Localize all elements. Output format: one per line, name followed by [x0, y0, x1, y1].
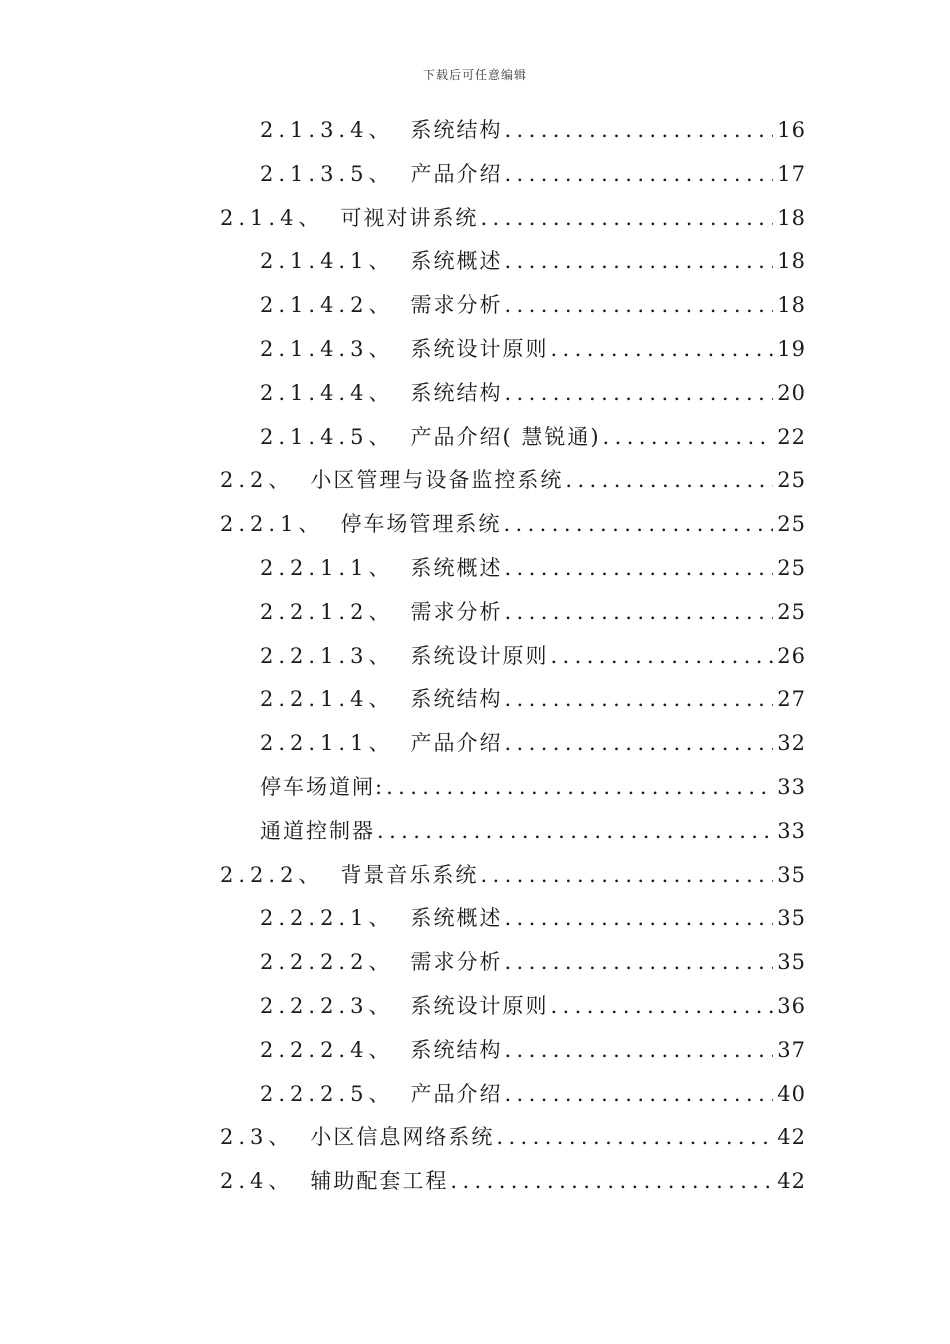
toc-entry-page-number: 35: [777, 906, 806, 931]
toc-dot-leader: [502, 1028, 773, 1072]
toc-entry[interactable]: [260, 327, 806, 371]
toc-entry-page-number: 17: [777, 161, 806, 186]
toc-entry-page-number: 40: [777, 1081, 806, 1106]
toc-entry-title: 产品介绍: [410, 1081, 503, 1106]
toc-entry-number: 2.2、: [220, 468, 295, 493]
toc-entry[interactable]: [260, 590, 806, 634]
toc-entry[interactable]: [260, 677, 806, 721]
toc-entry-title: 系统设计原则: [410, 337, 549, 361]
toc-entry[interactable]: [220, 502, 806, 546]
toc-entry[interactable]: [220, 1115, 806, 1159]
toc-entry-title: 系统结构: [410, 380, 503, 405]
toc-entry-page-number: 19: [777, 337, 806, 361]
toc-dot-leader: [501, 502, 773, 546]
toc-dot-leader: [548, 984, 773, 1028]
toc-entry-title: 系统设计原则: [410, 994, 549, 1018]
toc-entry-title: 系统结构: [410, 687, 503, 712]
toc-entry-number: 2.2.1.2、: [260, 599, 395, 624]
toc-entry-title: 系统结构: [410, 118, 503, 142]
toc-entry[interactable]: [260, 152, 806, 196]
toc-entry[interactable]: [260, 896, 806, 940]
toc-entry[interactable]: [260, 546, 806, 590]
toc-dot-leader: [502, 371, 773, 415]
toc-entry-number: 2.2.2.5、: [260, 1081, 395, 1106]
toc-entry[interactable]: [260, 371, 806, 415]
toc-entry-number: 2.2.1、: [220, 512, 325, 537]
toc-entry-title: 需求分析: [410, 950, 503, 975]
toc-entry-title: 需求分析: [410, 293, 503, 318]
toc-entry-number: 2.2.1.1、: [260, 556, 395, 580]
toc-dot-leader: [478, 853, 773, 897]
toc-entry-page-number: 16: [777, 118, 806, 142]
toc-entry[interactable]: [220, 853, 806, 897]
toc-entry-number: 2.2.2、: [220, 862, 325, 887]
toc-entry-number: 2.1.4、: [220, 205, 325, 230]
toc-entry-page-number: 37: [777, 1037, 806, 1062]
toc-entry-number: 2.2.2.4、: [260, 1037, 395, 1062]
toc-dot-leader: [502, 677, 773, 721]
toc-entry-number: 2.1.4.1、: [260, 249, 395, 274]
page-header: 下载后可任意编辑: [422, 68, 527, 82]
toc-entry-page-number: 32: [777, 731, 806, 756]
toc-entry-title: 背景音乐系统: [340, 862, 479, 887]
toc-entry-number: 2.1.4.4、: [260, 380, 395, 405]
toc-entry-number: 2.4、: [220, 1169, 295, 1194]
toc-entry-page-number: 25: [777, 512, 806, 537]
toc-dot-leader: [502, 239, 773, 283]
toc-dot-leader: [502, 546, 773, 590]
toc-entry-title: 产品介绍: [410, 161, 503, 186]
toc-entry-page-number: 18: [777, 249, 806, 274]
toc-entry-number: 2.1.4.3、: [260, 337, 395, 361]
toc-entry-number: 2.3、: [220, 1125, 295, 1150]
toc-entry-title: 系统设计原则: [410, 643, 549, 668]
toc-entry-page-number: 27: [777, 687, 806, 712]
toc-entry-page-number: 35: [777, 862, 806, 887]
toc-dot-leader: [502, 721, 773, 765]
toc-entry[interactable]: [220, 458, 806, 502]
toc-entry-title: 辅助配套工程: [310, 1169, 449, 1194]
toc-dot-leader: [548, 327, 773, 371]
toc-entry-number: 2.2.1.4、: [260, 687, 395, 712]
toc-dot-leader: [375, 809, 773, 853]
toc-entry[interactable]: [260, 721, 806, 765]
toc-entry-title: 产品介绍( 慧锐通): [410, 424, 601, 449]
toc-entry-number: 2.2.1.3、: [260, 643, 395, 668]
toc-dot-leader: [601, 415, 774, 459]
toc-entry[interactable]: [220, 196, 806, 240]
toc-entry-title: 小区管理与设备监控系统: [310, 468, 564, 493]
toc-dot-leader: [502, 590, 773, 634]
toc-entry-title: 停车场管理系统: [340, 512, 502, 537]
toc-entry-title: 小区信息网络系统: [310, 1125, 495, 1150]
toc-dot-leader: [502, 152, 773, 196]
toc-dot-leader: [502, 896, 773, 940]
toc-entry-number: 2.1.4.5、: [260, 424, 395, 449]
toc-entry-number: 2.2.1.1、: [260, 731, 395, 756]
toc-entry-number: 2.1.3.4、: [260, 118, 395, 142]
toc-entry[interactable]: [260, 765, 806, 809]
toc-entry-title: 系统概述: [410, 556, 503, 580]
toc-entry-title: 系统结构: [410, 1037, 503, 1062]
toc-entry[interactable]: [260, 415, 806, 459]
toc-entry[interactable]: [260, 984, 806, 1028]
toc-entry-number: 2.1.3.5、: [260, 161, 395, 186]
toc-entry-page-number: 18: [777, 293, 806, 318]
toc-entry-title: 系统概述: [410, 249, 503, 274]
toc-entry[interactable]: [260, 1072, 806, 1116]
toc-entry-page-number: 42: [777, 1169, 806, 1194]
toc-entry[interactable]: [260, 239, 806, 283]
toc-entry-title: 停车场道闸:: [260, 775, 385, 799]
toc-entry-number: 2.2.2.2、: [260, 950, 395, 975]
toc-entry-page-number: 25: [777, 556, 806, 580]
toc-entry-number: 2.2.2.3、: [260, 994, 395, 1018]
toc-entry-page-number: 35: [777, 950, 806, 975]
toc-entry[interactable]: [260, 940, 806, 984]
toc-entry-page-number: 33: [777, 775, 806, 799]
toc-dot-leader: [494, 1115, 773, 1159]
toc-entry-page-number: 22: [777, 424, 806, 449]
toc-entry-page-number: 25: [777, 599, 806, 624]
toc-entry-page-number: 26: [777, 643, 806, 668]
toc-dot-leader: [502, 108, 773, 152]
toc-dot-leader: [502, 940, 773, 984]
toc-entry-title: 可视对讲系统: [340, 205, 479, 230]
toc-entry[interactable]: [260, 1028, 806, 1072]
toc-entry-title: 通道控制器: [260, 818, 375, 843]
toc-entry-page-number: 42: [777, 1125, 806, 1150]
toc-dot-leader: [502, 283, 773, 327]
toc-entry-title: 系统概述: [410, 906, 503, 931]
toc-entry-page-number: 25: [777, 468, 806, 493]
toc-dot-leader: [478, 196, 773, 240]
toc-entry-title: 产品介绍: [410, 731, 503, 756]
toc-dot-leader: [548, 634, 773, 678]
toc-entry[interactable]: [260, 809, 806, 853]
toc-entry-page-number: 36: [777, 994, 806, 1018]
toc-dot-leader: [384, 765, 773, 809]
toc-entry-page-number: 33: [777, 818, 806, 843]
toc-entry-number: 2.2.2.1、: [260, 906, 395, 931]
toc-dot-leader: [563, 458, 773, 502]
toc-entry-page-number: 20: [777, 380, 806, 405]
toc-entry-number: 2.1.4.2、: [260, 293, 395, 318]
toc-dot-leader: [502, 1072, 773, 1116]
toc-entry-title: 需求分析: [410, 599, 503, 624]
toc-entry[interactable]: [260, 283, 806, 327]
toc-dot-leader: [448, 1159, 773, 1203]
toc-entry[interactable]: [220, 1159, 806, 1203]
toc-entry-page-number: 18: [777, 205, 806, 230]
toc-entry[interactable]: [260, 108, 806, 152]
toc-entry[interactable]: [260, 634, 806, 678]
